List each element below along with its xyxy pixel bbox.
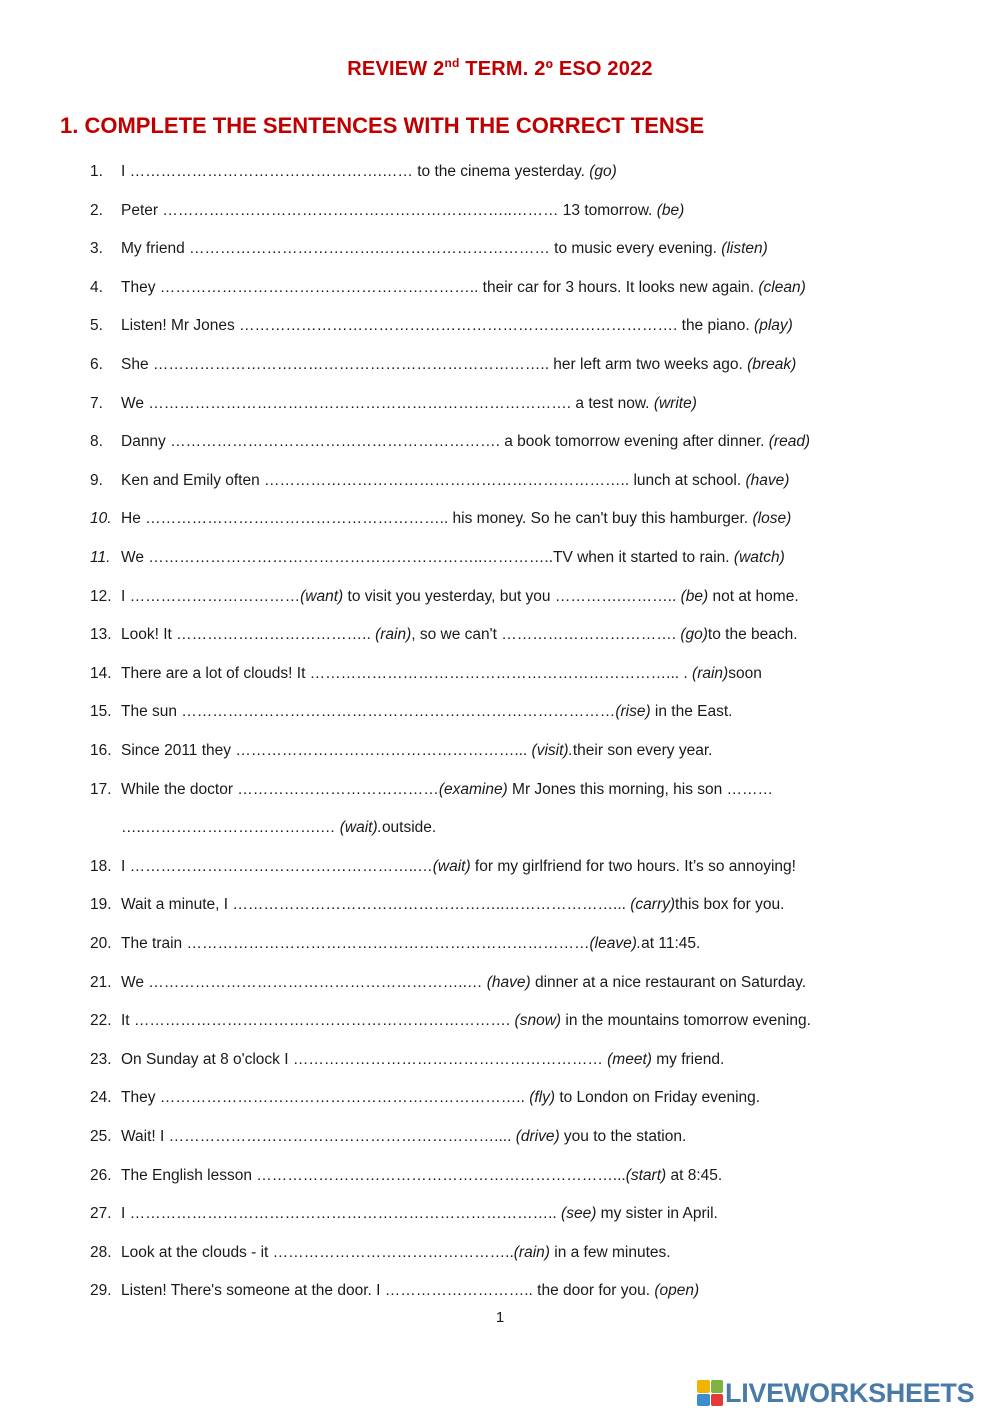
- sentence-fragment: Danny ………………………………………………………. a book tomorrow evening after dinner.: [121, 433, 769, 451]
- liveworksheets-logo-icon: [697, 1380, 723, 1406]
- exercise-number: 5.: [90, 317, 103, 335]
- verb-hint: (leave).: [589, 935, 642, 952]
- verb-hint: (listen): [721, 240, 768, 258]
- exercise-number: 14.: [90, 664, 112, 682]
- verb-hint: (wait): [432, 857, 471, 875]
- sentence-fragment: Since 2011 they ………………………………………………...: [121, 742, 532, 759]
- exercise-text: [121, 891, 784, 919]
- sentence-fragment: It ……………………………………………………………….: [121, 1012, 515, 1030]
- exercise-row: [0, 969, 1000, 997]
- exercise-text: [121, 1162, 722, 1190]
- verb-hint: (go): [680, 626, 708, 644]
- sentence-fragment: They …………………………………………………….. their car for 3 hours. It looks new again.: [121, 278, 759, 296]
- sentence-fragment: While the doctor …………………………………: [121, 780, 439, 798]
- exercise-text: [121, 660, 762, 688]
- exercise-number: 6.: [90, 356, 103, 373]
- exercise-number: 18.: [90, 857, 112, 875]
- exercise-row: [0, 428, 1000, 456]
- exercise-number: 8.: [90, 433, 103, 451]
- sentence-fragment: I ……………………………: [121, 587, 301, 605]
- sentence-fragment: outside.: [381, 819, 437, 837]
- exercise-row: [0, 814, 1000, 842]
- sentence-fragment: My friend ……………………………….…………………………… to music every evening.: [121, 240, 722, 258]
- exercise-text: [121, 698, 732, 726]
- verb-hint: (be): [680, 587, 709, 605]
- verb-hint: (play): [754, 317, 793, 335]
- exercise-number: 11.: [90, 549, 111, 566]
- exercise-row: [0, 1046, 1000, 1074]
- page-title: [0, 58, 1000, 81]
- sentence-fragment: We ……………………………………………………..…: [121, 973, 487, 991]
- sentence-fragment: soon: [728, 664, 762, 682]
- sentence-fragment: Look at the clouds - it ………………………………………..: [121, 1243, 514, 1261]
- exercise-text: [121, 1007, 811, 1035]
- exercise-number: 25.: [90, 1128, 112, 1145]
- verb-hint: (visit).: [531, 742, 573, 759]
- exercise-number: 16.: [90, 742, 112, 759]
- exercise-text: [121, 1277, 699, 1305]
- verb-hint: (rain): [375, 626, 412, 644]
- sentence-fragment: this box for you.: [675, 896, 785, 914]
- sentence-fragment: They ……………………………………………………………..: [121, 1089, 530, 1107]
- exercise-number: 12.: [90, 587, 112, 605]
- exercise-row: [0, 390, 1000, 418]
- verb-hint: (rain): [692, 664, 729, 682]
- exercise-text: [121, 776, 773, 804]
- sentence-fragment: in a few minutes.: [549, 1243, 671, 1261]
- sentence-fragment: not at home.: [708, 587, 799, 605]
- sentence-fragment: Mr Jones this morning, his son ………: [507, 780, 774, 798]
- logo-square: [711, 1380, 724, 1393]
- sentence-fragment: Ken and Emily often …………………………………………………………….. lunch at school.: [121, 471, 746, 489]
- exercise-row: [0, 1084, 1000, 1112]
- verb-hint: (read): [768, 433, 811, 451]
- sentence-fragment: On Sunday at 8 o'clock I ……………………………………………………: [121, 1050, 608, 1068]
- sentence-fragment: to the beach.: [707, 626, 798, 644]
- sentence-fragment: Wait! I ………………………………………………………....: [121, 1128, 516, 1145]
- exercise-number: 27.: [90, 1205, 112, 1223]
- exercise-row: [0, 698, 1000, 726]
- sentence-fragment: Listen! Mr Jones …………………………………………………………………………. the piano.: [121, 317, 755, 335]
- logo-square: [697, 1380, 710, 1393]
- sentence-fragment: I ………………………………………………………………………..: [121, 1205, 562, 1223]
- sentence-fragment: She ………………………………………………………………….. her left arm two weeks ago.: [121, 356, 748, 373]
- exercise-text: [121, 390, 697, 418]
- exercise-text: [121, 853, 796, 881]
- exercise-row: [0, 776, 1000, 804]
- exercise-number: 19.: [90, 896, 112, 914]
- exercise-row: [0, 1239, 1000, 1267]
- exercise-text: [121, 235, 768, 263]
- exercise-row: [0, 274, 1000, 302]
- sentence-fragment: We ………………………………………………………………………. a test now.: [121, 394, 654, 412]
- verb-hint: (drive): [515, 1128, 560, 1145]
- exercise-row: [0, 505, 1000, 533]
- verb-hint: (meet): [607, 1050, 652, 1068]
- exercise-row: [0, 467, 1000, 495]
- exercise-text: [121, 737, 712, 765]
- sentence-fragment: you to the station.: [559, 1128, 687, 1145]
- sentence-fragment: Wait a minute, I ……………………………………………..…………………...: [121, 896, 631, 914]
- title-main: REVIEW 2: [347, 58, 445, 80]
- exercise-text: [121, 930, 700, 958]
- exercise-row: [0, 544, 1000, 572]
- sentence-fragment: Look! It ………………………………..: [121, 626, 376, 644]
- exercise-row: [0, 853, 1000, 881]
- exercise-row: [0, 583, 1000, 611]
- verb-hint: (fly): [529, 1089, 556, 1107]
- sentence-fragment: , so we can't …………………………….: [411, 626, 681, 644]
- exercise-number: 23.: [90, 1050, 112, 1068]
- verb-hint: (carry): [630, 896, 676, 914]
- exercise-text: [121, 428, 810, 456]
- sentence-fragment: Peter …………………………………………………………..……… 13 tomorrow.: [121, 201, 657, 219]
- exercise-row: [0, 1200, 1000, 1228]
- logo-square: [711, 1394, 724, 1407]
- sentence-fragment: their son every year.: [572, 742, 713, 759]
- sentence-fragment: The train ……………………………………………………………………: [121, 935, 590, 952]
- exercise-number: 3.: [90, 240, 103, 258]
- sentence-fragment: at 8:45.: [666, 1166, 723, 1184]
- exercise-number: 20.: [90, 935, 112, 952]
- exercise-text: [121, 1200, 718, 1228]
- verb-hint: (be): [656, 201, 685, 219]
- sentence-fragment: The English lesson ……………………………………………………………...: [121, 1166, 626, 1184]
- verb-hint: (watch): [733, 549, 785, 566]
- exercise-row: [0, 1007, 1000, 1035]
- sentence-fragment: at 11:45.: [641, 935, 701, 952]
- sentence-fragment: in the East.: [650, 703, 733, 721]
- exercise-text: [121, 197, 684, 225]
- title-superscript: nd: [444, 56, 460, 70]
- exercise-number: 24.: [90, 1089, 112, 1107]
- sentence-fragment: to London on Friday evening.: [555, 1089, 761, 1107]
- exercise-row: [0, 158, 1000, 186]
- verb-hint: (go): [589, 163, 617, 180]
- page-number: 1: [495, 1309, 505, 1326]
- sentence-fragment: for my girlfriend for two hours. It’s so annoying!: [470, 857, 796, 875]
- exercise-text: [121, 1239, 671, 1267]
- exercise-number: 21.: [90, 973, 112, 991]
- exercise-text: [121, 351, 796, 379]
- exercise-row: [0, 621, 1000, 649]
- exercise-number: 17.: [90, 780, 112, 798]
- exercise-row: [0, 891, 1000, 919]
- exercise-row: [0, 351, 1000, 379]
- sentence-fragment: my sister in April.: [596, 1205, 718, 1223]
- logo-square: [697, 1394, 710, 1407]
- verb-hint: (rain): [513, 1243, 550, 1261]
- verb-hint: (have): [486, 973, 531, 991]
- verb-hint: (examine): [438, 780, 508, 798]
- title-rest: TERM. 2º ESO 2022: [459, 58, 653, 80]
- sentence-fragment: in the mountains tomorrow evening.: [561, 1012, 811, 1030]
- exercise-number: 10.: [90, 510, 112, 528]
- exercise-row: [0, 197, 1000, 225]
- exercise-row: [0, 930, 1000, 958]
- verb-hint: (write): [653, 394, 697, 412]
- verb-hint: (see): [561, 1205, 597, 1223]
- exercise-text: [121, 505, 791, 533]
- exercise-text: [121, 583, 799, 611]
- exercise-number: 22.: [90, 1012, 112, 1030]
- verb-hint: (clean): [758, 278, 806, 296]
- exercise-text: [121, 814, 436, 842]
- exercise-number: 28.: [90, 1243, 112, 1261]
- exercise-text: [121, 969, 806, 997]
- exercise-row: [0, 312, 1000, 340]
- exercise-row: [0, 1123, 1000, 1151]
- exercise-number: 9.: [90, 471, 103, 489]
- section-heading: 1. COMPLETE THE SENTENCES WITH THE CORRECT TENSE: [60, 113, 705, 138]
- exercise-text: [121, 1123, 686, 1151]
- sentence-fragment: to visit you yesterday, but you ………….………..: [343, 587, 681, 605]
- exercise-row: [0, 235, 1000, 263]
- exercise-number: 13.: [90, 626, 112, 644]
- verb-hint: (open): [654, 1282, 700, 1300]
- exercise-text: [121, 621, 798, 649]
- exercise-text: [121, 1084, 760, 1112]
- verb-hint: (want): [300, 587, 344, 605]
- verb-hint: (wait).: [339, 819, 382, 837]
- exercise-number: 15.: [90, 703, 112, 721]
- exercise-text: [121, 1046, 724, 1074]
- exercise-text: [121, 544, 785, 572]
- exercise-number: 4.: [90, 278, 103, 296]
- logo-text: LIVEWORKSHEETS: [725, 1377, 975, 1408]
- verb-hint: (lose): [752, 510, 792, 528]
- exercise-number: 26.: [90, 1166, 112, 1184]
- sentence-fragment: Listen! There's someone at the door. I ……………………….. the door for you.: [121, 1282, 655, 1300]
- sentence-fragment: I ………………………………………….…… to the cinema yesterday.: [121, 163, 590, 180]
- sentence-fragment: There are a lot of clouds! It ……………………………………………………………... .: [121, 664, 693, 682]
- verb-hint: (start): [625, 1166, 667, 1184]
- verb-hint: (have): [745, 471, 790, 489]
- sentence-fragment: dinner at a nice restaurant on Saturday.: [530, 973, 807, 991]
- sentence-fragment: my friend.: [651, 1050, 725, 1068]
- exercise-row: [0, 1162, 1000, 1190]
- verb-hint: (break): [747, 356, 797, 373]
- exercise-text: [121, 467, 789, 495]
- verb-hint: (rise): [615, 703, 651, 721]
- exercise-row: [0, 737, 1000, 765]
- exercise-text: [121, 312, 793, 340]
- liveworksheets-logo: [697, 1378, 974, 1408]
- exercise-number: 29.: [90, 1282, 112, 1300]
- exercise-number: 7.: [90, 394, 103, 412]
- exercise-text: [121, 158, 617, 186]
- sentence-fragment: …..…………………………….…: [121, 819, 340, 837]
- exercise-number: 1.: [90, 163, 103, 180]
- sentence-fragment: He ………………………………………………….. his money. So he can't buy this hamburger.: [121, 510, 753, 528]
- verb-hint: (snow): [514, 1012, 562, 1030]
- exercise-number: 2.: [90, 201, 103, 219]
- sentence-fragment: We ………………………………………………………..…………..TV when it started to rain.: [121, 549, 734, 566]
- exercise-row: [0, 1277, 1000, 1305]
- sentence-fragment: I ………………………………………………..…: [121, 857, 433, 875]
- sentence-fragment: The sun …………………………………………………………………………: [121, 703, 616, 721]
- exercise-row: [0, 660, 1000, 688]
- exercise-text: [121, 274, 806, 302]
